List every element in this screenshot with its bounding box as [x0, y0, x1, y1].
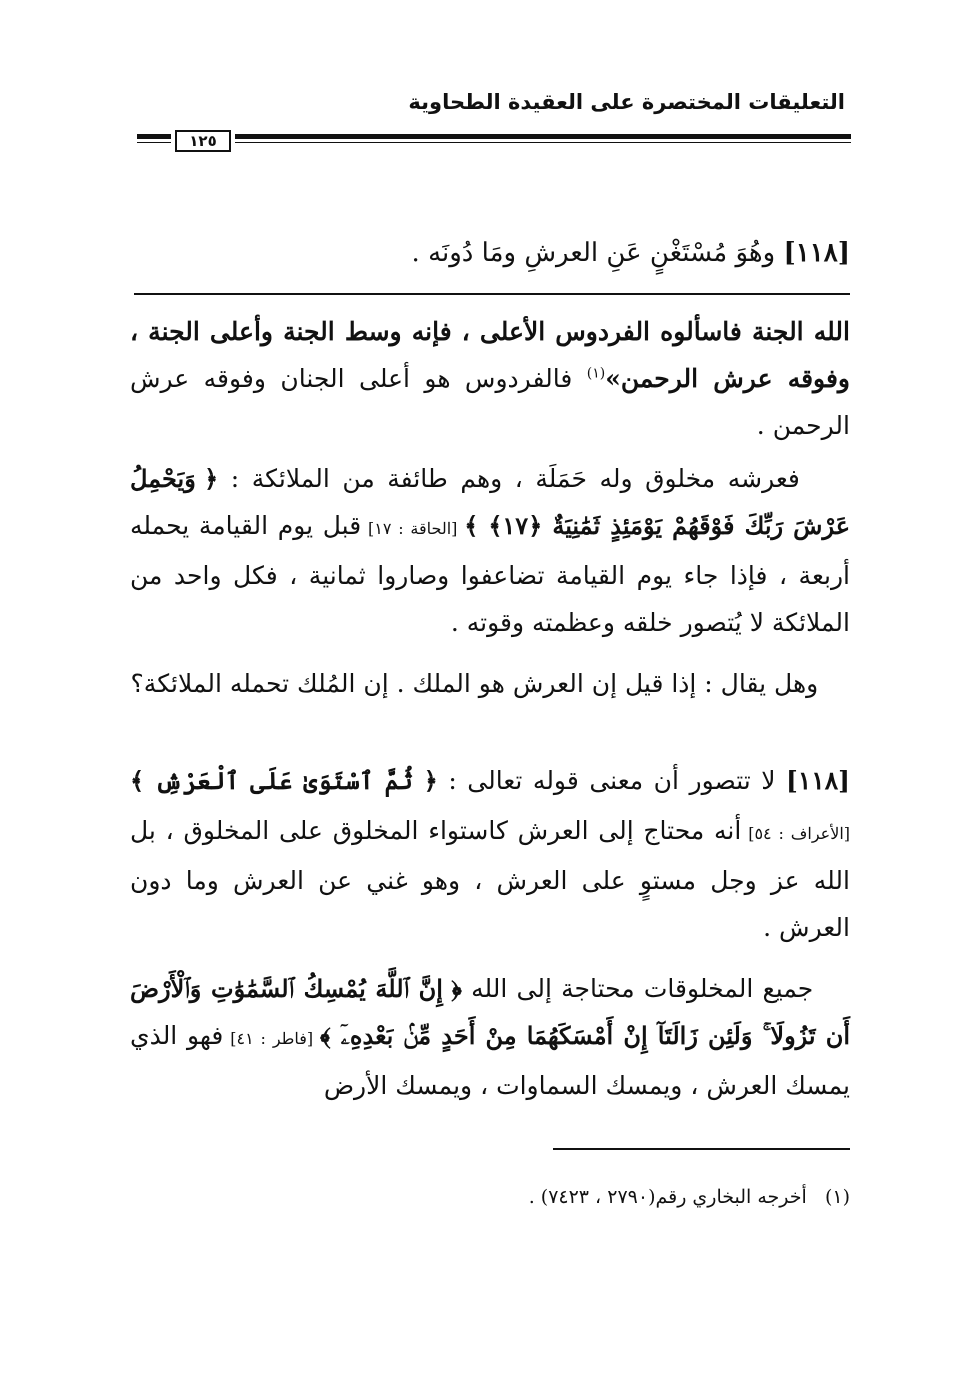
paragraph-3 — [130, 660, 850, 707]
footnote-divider — [553, 1148, 850, 1150]
matn-number: [١١٨] — [783, 238, 850, 268]
paragraph-4-rest: أنه محتاج إلى العرش كاستواء المخلوق على المخلوق ، بل الله عز وجل مستوٍ على العرش ، وهو غني عن العرش وما دون العرش . — [130, 816, 850, 942]
paragraph-2-rest: قبل يوم القيامة يحمله أربعة ، فإذا جاء يوم القيامة تضاعفوا وصاروا ثمانية ، فكل واحد من الملائكة لا يُتصور خلقه وعظمته وقوته . — [130, 511, 850, 637]
quran-verse-fatir: ﴿ إِنَّ ٱللَّهَ يُمْسِكُ ٱلسَّمَٰوَٰتِ وَٱلْأَرْضَ أَن تَزُولَا ۚ وَلَئِن زَالَتَآ إِنْ أَمْسَكَهُمَا مِنْ أَحَدٍ مِّنۢ بَعْدِهِۦٓ ﴾ — [130, 974, 851, 1050]
paragraph-5 — [130, 965, 850, 1109]
header-rule-long-thin — [235, 142, 851, 143]
verse-reference-haqqah: [الحاقة : ١٧] — [361, 519, 465, 538]
quran-verse-haqqah: ﴿ وَيَحْمِلُ عَرْشَ رَبِّكَ فَوْقَهُمْ يَوْمَئِذٍ ثَمَٰنِيَةٌ ﴿١٧﴾ ﴾ — [130, 464, 851, 540]
matn-body: وهُوَ مُسْتَغْنٍ عَنِ العرشِ ومَا دُونَه . — [411, 238, 776, 268]
footnote-number: (١) — [824, 1186, 850, 1208]
header-rule-short — [137, 134, 171, 139]
footnote-text: أخرجه البخاري رقم(٢٧٩٠ ، ٧٤٢٣) . — [528, 1186, 807, 1208]
paragraph-4 — [130, 757, 850, 951]
paragraph-3-text: وهل يقال : إذا قيل إن العرش هو الملك . إن المُلك تحمله الملائكة؟ — [130, 669, 819, 698]
verse-reference-fatir: [فاطر : ٤١] — [223, 1029, 321, 1048]
header-rule-long — [235, 134, 851, 139]
commentary-number: [١١٨] — [786, 766, 850, 795]
paragraph-5-rest: فهو الذي يمسك العرش ، ويمسك السماوات ، ويمسك الأرض — [130, 1021, 850, 1100]
matn-text — [130, 230, 850, 277]
footnote-marker: (١) — [586, 365, 606, 382]
paragraph-4-start: لا تتصور أن معنى قوله تعالى : — [437, 766, 787, 795]
paragraph-2-start: فعرشه مخلوق وله حَمَلَة ، وهم طائفة من الملائكة : — [218, 464, 800, 493]
header-rule-short-thin — [137, 142, 171, 143]
page-number: ١٢٥ — [175, 130, 231, 152]
running-header-title: التعليقات المختصرة على العقيدة الطحاوية — [408, 90, 845, 114]
paragraph-5-start: جميع المخلوقات محتاجة إلى الله — [461, 974, 814, 1003]
verse-reference-araf: [الأعراف : ٥٤] — [741, 824, 851, 843]
quran-verse-araf: ﴿ ثُمَّ ٱسْتَوَىٰ عَلَى ٱلْعَرْشِ ﴾ — [130, 766, 438, 795]
paragraph-2 — [130, 455, 850, 646]
paragraph-1-rest: فالفردوس هو أعلى الجنان وفوقه عرش الرحمن . — [130, 364, 850, 440]
matn-divider — [134, 293, 850, 295]
header-rule — [137, 130, 851, 150]
footnote — [300, 1183, 850, 1211]
hadith-quote: الله الجنة فاسألوه الفردوس الأعلى ، فإنه وسط الجنة وأعلى الجنة ، وفوقه عرش الرحمن» — [130, 317, 850, 393]
paragraph-1 — [130, 308, 850, 449]
